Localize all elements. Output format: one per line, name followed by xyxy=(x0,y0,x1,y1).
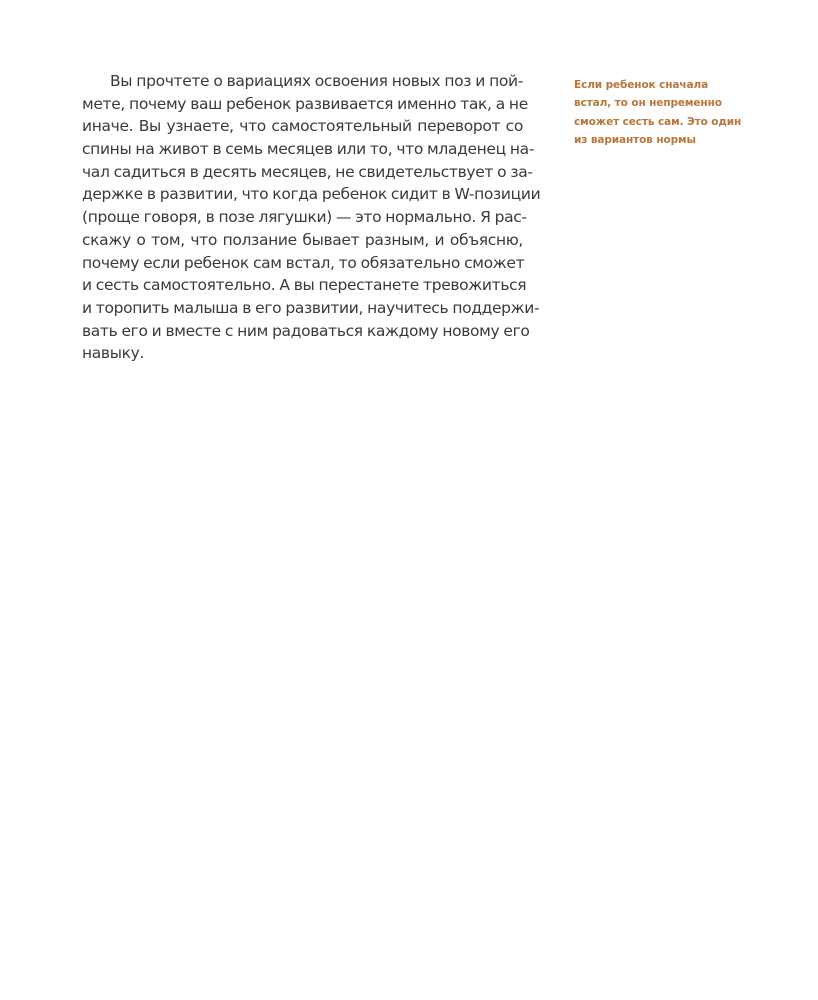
margin-note-line: встал, то он непременно xyxy=(574,97,722,110)
paragraph-line: иначе. Вы узнаете, что самостоятельный переворот со xyxy=(82,117,523,136)
paragraph-line: навыку. xyxy=(82,344,145,363)
main-paragraph xyxy=(82,70,541,365)
paragraph-line: чал садиться в десять месяцев, не свидетельствует о за- xyxy=(82,162,533,181)
paragraph-line: вать его и вместе с ним радоваться каждому новому его xyxy=(82,321,530,340)
margin-note-line: Если ребенок сначала xyxy=(574,79,709,91)
paragraph-line: держке в развитии, что когда ребенок сидит в W-позиции xyxy=(82,185,541,204)
paragraph-line: почему если ребенок сам встал, то обязательно сможет xyxy=(82,253,525,272)
paragraph-line: и сесть самостоятельно. А вы перестанете тревожиться xyxy=(82,276,527,295)
paragraph-line: Вы прочтете о вариациях освоения новых поз и пой- xyxy=(110,72,523,90)
paragraph-line: скажу о том, что ползание бывает разным, и объясню, xyxy=(82,230,523,249)
paragraph-line: и торопить малыша в его развитии, научитесь поддержи- xyxy=(82,298,540,317)
paragraph-line: мете, почему ваш ребенок развивается именно так, а не xyxy=(82,94,528,113)
margin-note-line: сможет сесть сам. Это один xyxy=(574,115,742,128)
margin-note xyxy=(574,76,744,149)
paragraph-line: спины на живот в семь месяцев или то, что младенец на- xyxy=(82,140,535,159)
margin-note-line: из вариантов нормы xyxy=(574,133,696,146)
paragraph-line: (проще говоря, в позе лягушки) — это нормально. Я рас- xyxy=(82,208,527,227)
